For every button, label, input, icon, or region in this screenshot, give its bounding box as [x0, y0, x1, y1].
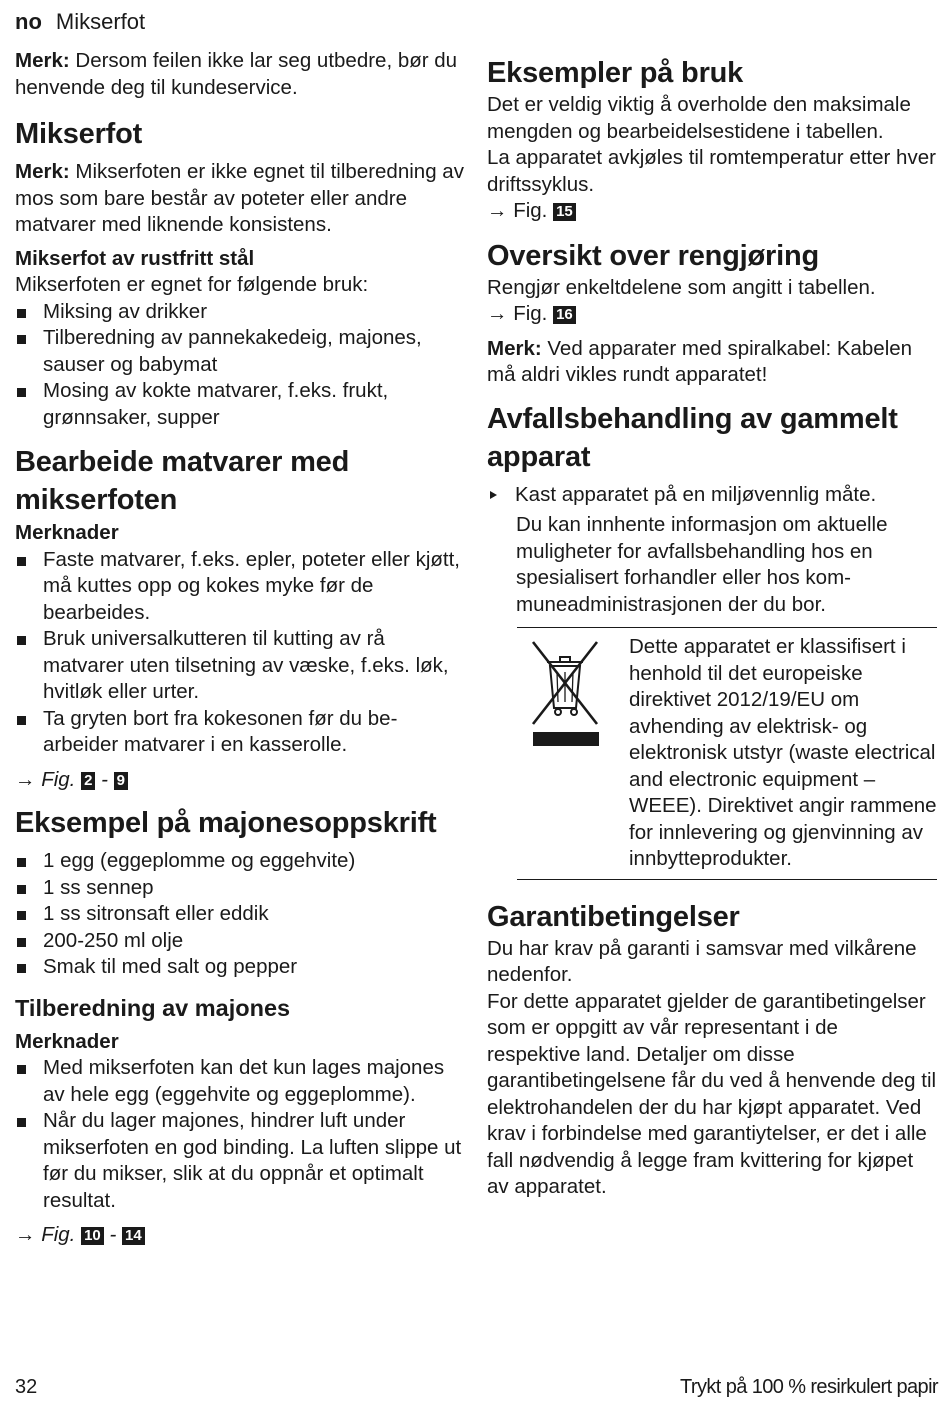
- header-title: Mikserfot: [55, 9, 146, 34]
- heading-avfall: Avfallsbehandling av gammelt apparat: [487, 402, 898, 473]
- heading-garanti: Garantibetingelser: [487, 900, 740, 933]
- disposal-info: Du kan innhente informasjon om aktuelle muligheter for avfallsbehandling hos en spesialisert forhandler eller hos kommuneadministrasjonen der du bor.: [516, 513, 888, 616]
- list-item: 1 egg (eggeplomme og eggehvite): [15, 848, 465, 875]
- footer-note: Trykt på 100 % resirkulert papir: [680, 1376, 938, 1398]
- list-item: 1 ss sennep: [15, 875, 465, 902]
- note-label: Merk:: [487, 336, 542, 360]
- heading-bearbeide: Bearbeide matvarer med mikserfoten: [15, 446, 350, 516]
- figure-reference: → Fig. 16: [487, 301, 937, 328]
- list-item: Med mikserfoten kan det kun lages majones av hele egg (eggehvite og eggeplomme).: [15, 1055, 465, 1108]
- subheading-steel: Mikserfot av rustfritt stål: [15, 246, 255, 270]
- figure-reference: → Fig. 15: [487, 198, 937, 225]
- heading-rengjoring: Oversikt over rengjøring: [487, 239, 820, 272]
- rengjoring-text: Rengjør enkeltdelene som angitt i tabellen.: [487, 275, 876, 299]
- weee-box: [517, 627, 937, 880]
- left-column: [15, 48, 465, 1249]
- weee-crossed-bin-icon: [517, 634, 629, 873]
- steel-use-list: [15, 299, 465, 432]
- subheading-merknader: Merknader: [15, 521, 119, 544]
- heading-eksempler: Eksempler på bruk: [487, 57, 744, 89]
- list-item: Når du lager majones, hindrer luft under mikserfoten en god binding. La luften slippe ut før du mikser, slik at du oppnår et optimalt resultat.: [15, 1108, 465, 1214]
- note-label: Merk:: [15, 160, 70, 183]
- garanti-text-1: Du har krav på garanti i samsvar med vilkårene nedenfor.: [487, 936, 917, 986]
- figure-number-badge: 15: [553, 203, 576, 221]
- right-column: [487, 54, 937, 1201]
- list-item: Faste matvarer, f.eks. epler, poteter eller kjøtt, må kuttes opp og kokes myke før de bearbeides.: [15, 547, 465, 627]
- disposal-step: Kast apparatet på en miljøvennlig måte.: [487, 482, 937, 509]
- running-header: [15, 8, 145, 36]
- subheading-merknader: Merknader: [15, 1029, 119, 1053]
- note-text: Dersom feilen ikke lar seg utbedre, bør du henvende deg til kundeservice.: [15, 49, 458, 99]
- note-text: Ved apparater med spiralkabel: Kabelen må aldri vikles rundt apparatet!: [487, 336, 913, 386]
- list-item: Bruk universalkutteren til kutting av rå matvarer uten tilsetning av væske, f.eks. løk, hvitløk eller urter.: [15, 626, 465, 706]
- figure-reference: → Fig. 2 - 9: [15, 767, 465, 794]
- weee-text: Dette apparatet er klassifisert i henhold til det europeiske direktivet 2012/19/EU om avhending av elektrisk- og elektronisk utstyr (waste electrical and electronic equipment – WEEE). Direktivet angir rammene for innlevering og gjenvinning av innbytteprodukter.: [629, 635, 937, 870]
- list-item: Tilberedning av pannekakedeig, majones, sauser og babymat: [15, 325, 465, 378]
- heading-mikserfot: Mikserfot: [15, 118, 143, 150]
- figure-number-badge: 10: [81, 1227, 104, 1245]
- figure-number-badge: 14: [122, 1227, 145, 1245]
- list-item: Miksing av drikker: [15, 299, 465, 326]
- note-cable: [487, 336, 937, 389]
- heading-tilberedning: Tilberedning av majones: [15, 994, 291, 1021]
- language-code: no: [15, 9, 42, 34]
- heading-majones: Eksempel på majonesoppskrift: [15, 807, 437, 839]
- steel-intro: Mikserfoten er egnet for følgende bruk:: [15, 273, 369, 296]
- note-service: [15, 48, 465, 101]
- note-label: Merk:: [15, 49, 70, 72]
- figure-number-badge: 16: [553, 306, 576, 324]
- figure-number-badge: 9: [114, 772, 128, 790]
- page-number: 32: [15, 1376, 38, 1398]
- eksempler-text-1: Det er veldig viktig å overholde den maksimale mengden og bearbeidelsestidene i tabellen.: [487, 93, 911, 143]
- garanti-text-2: For dette apparatet gjelder de garantibetingelser som er oppgitt av vår representant i de respektive land. Detaljer om disse garantibetingelsene får du ved å henvende deg til elektrohandelen der du har kjøpt apparatet. Ved krav i forbindelse med garantiytelser, er det i alle fall nødvendig å legge fram kvittering for kjøpet av apparatet.: [487, 989, 937, 1198]
- note-text: Mikserfoten er ikke egnet til tilberedning av mos som bare består av poteter eller andre matvarer med liknende konsistens.: [15, 160, 464, 236]
- tilberedning-list: [15, 1055, 465, 1214]
- list-item: Ta gryten bort fra kokesonen før du bearbeider matvarer i en kasserolle.: [15, 706, 465, 759]
- note-mikserfot: [15, 159, 465, 239]
- list-item: Smak til med salt og pepper: [15, 954, 465, 981]
- figure-reference: → Fig. 10 - 14: [15, 1222, 465, 1249]
- list-item: Mosing av kokte matvarer, f.eks. frukt, grønnsaker, supper: [15, 378, 465, 431]
- eksempler-text-2: La apparatet avkjøles til romtemperatur etter hver driftssyklus.: [487, 146, 936, 196]
- figure-number-badge: 2: [81, 772, 95, 790]
- ingredient-list: [15, 848, 465, 981]
- list-item: 200-250 ml olje: [15, 928, 465, 955]
- bearbeide-list: [15, 547, 465, 759]
- list-item: 1 ss sitronsaft eller eddik: [15, 901, 465, 928]
